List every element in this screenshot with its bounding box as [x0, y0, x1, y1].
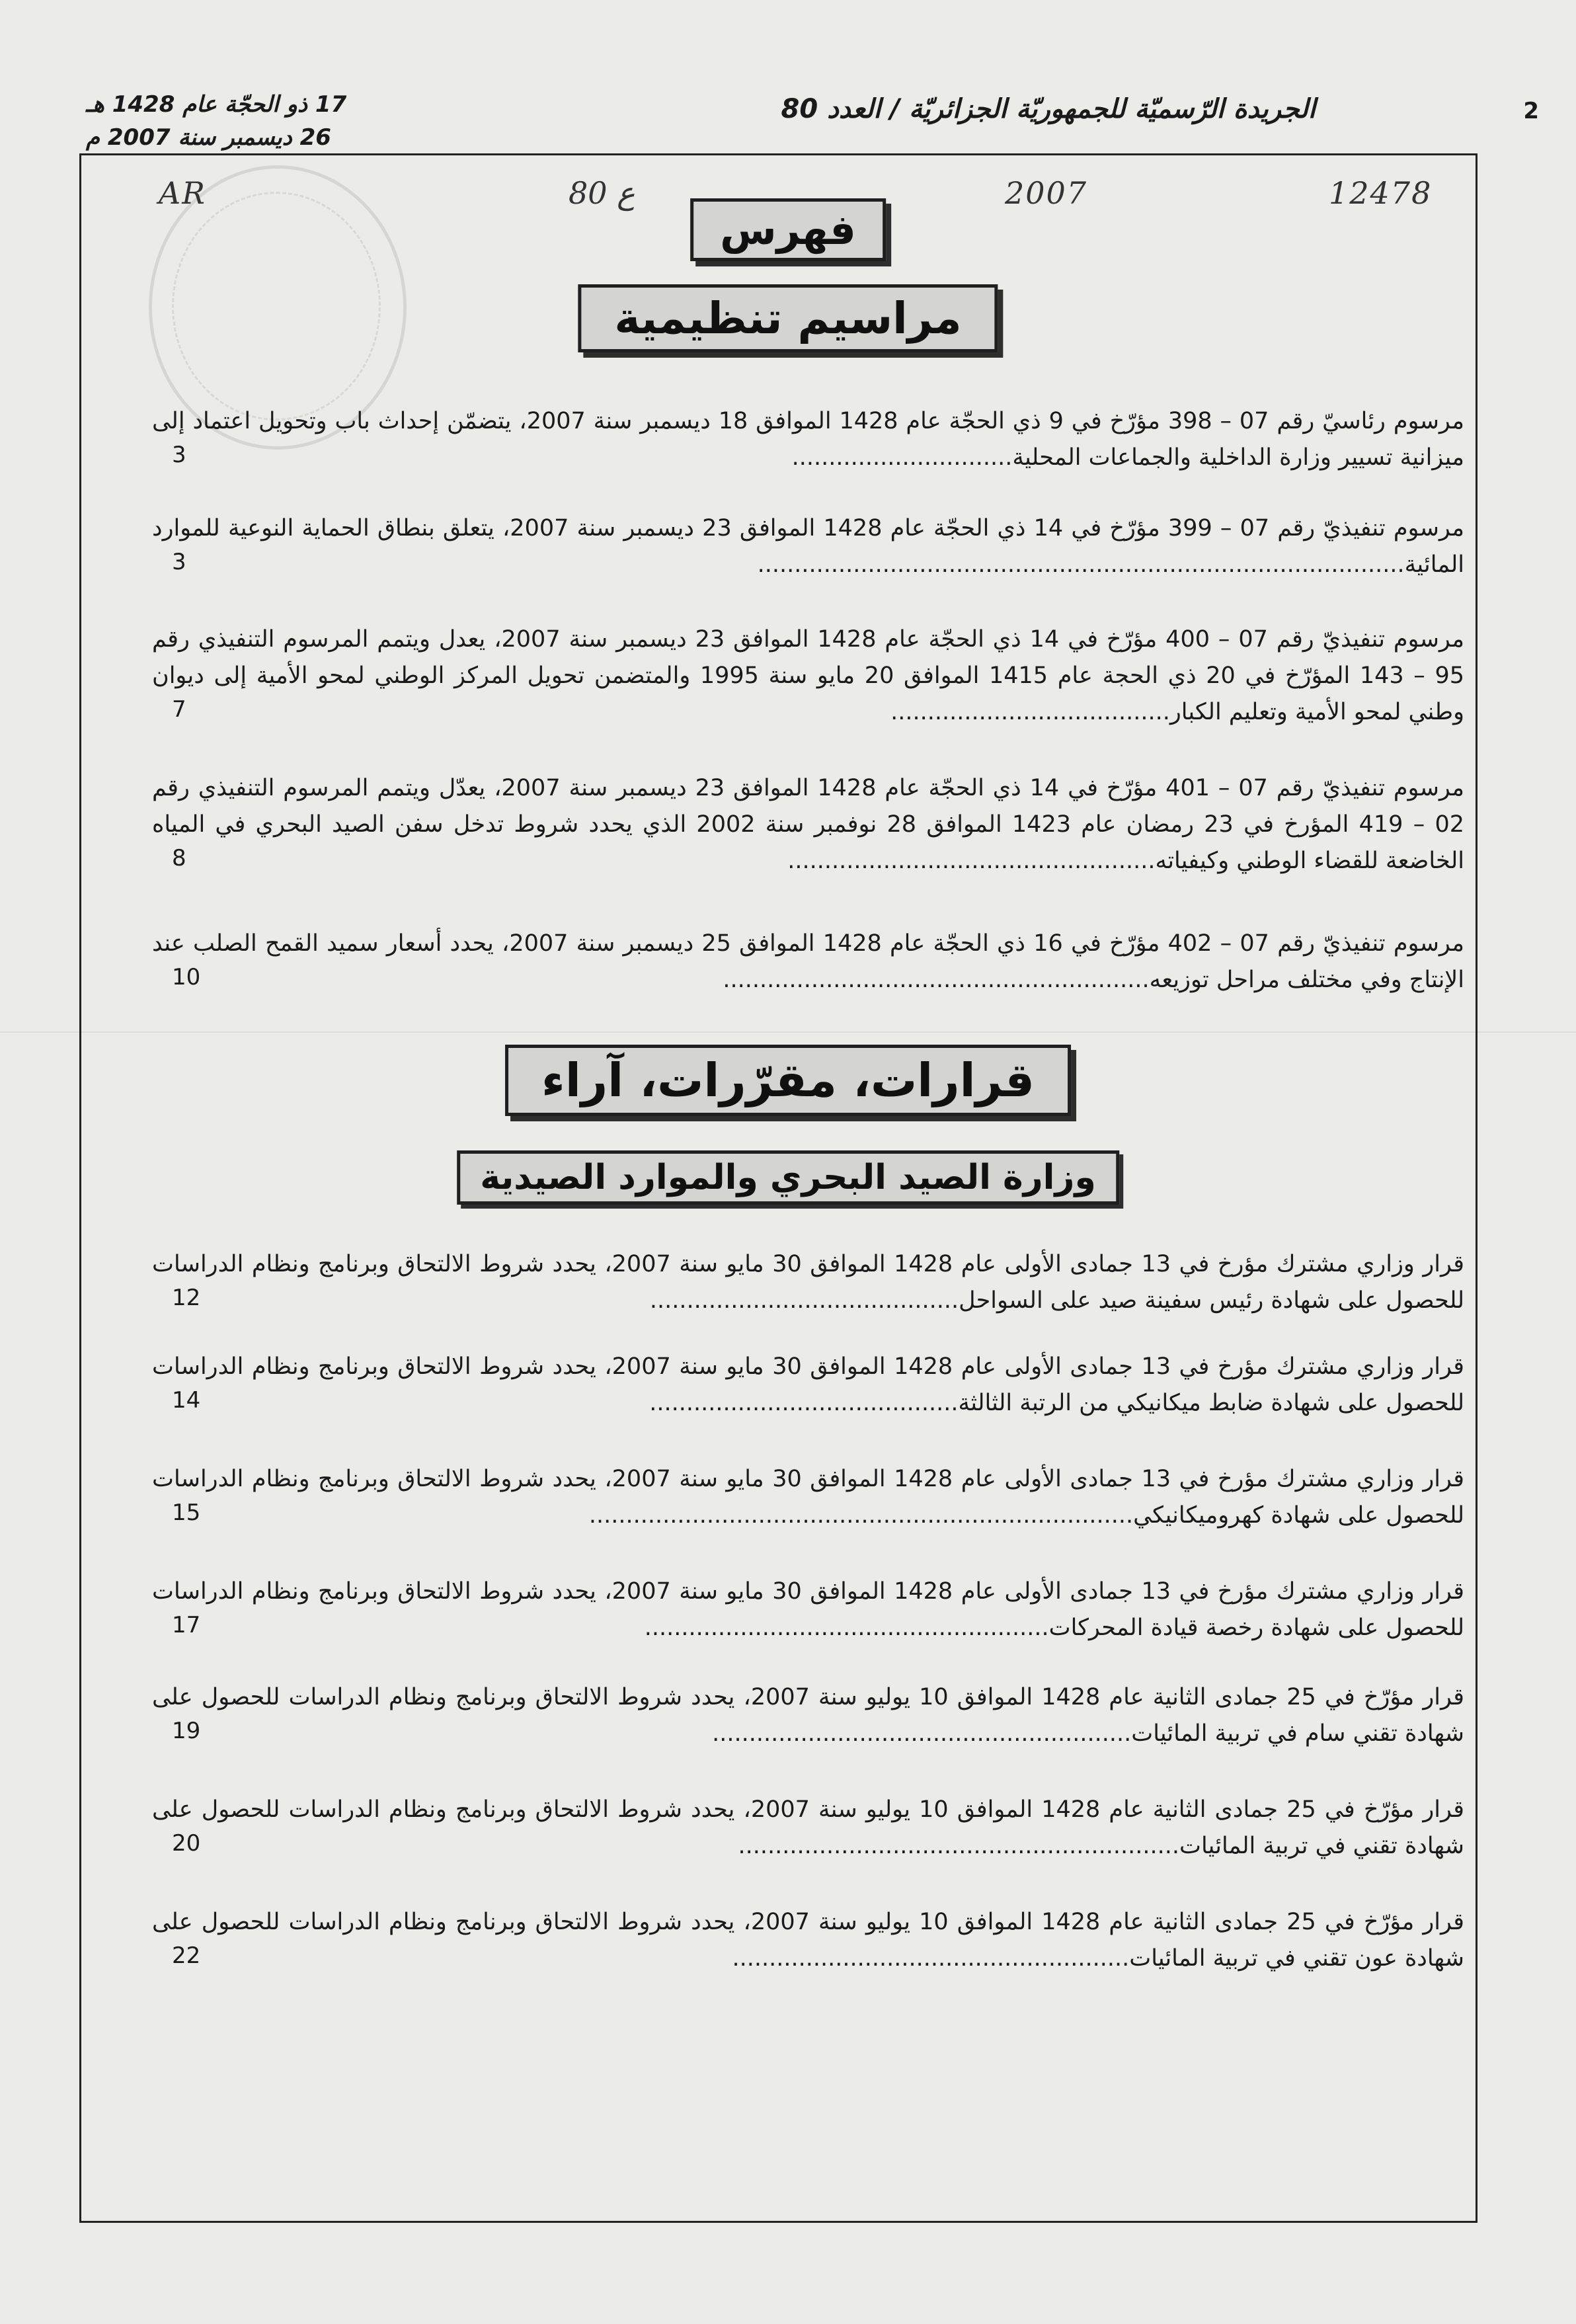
toc-entry-text: قرار مؤرّخ في 25 جمادى الثانية عام 1428 الموافق 10 يوليو سنة 2007، يحدد شروط الالتحاق وبرنامج ونظام الدراسات للحصول على شهادة عون تقني في تربية المائيات...................................................... [152, 1909, 1464, 1972]
toc-entry-text: مرسوم تنفيذيّ رقم 07 – 400 مؤرّخ في 14 ذي الحجّة عام 1428 الموافق 23 ديسمبر سنة 2007، يعدل ويتمم المرسوم التنفيذي رقم 95 – 143 المؤرّخ في 20 ذي الحجة عام 1415 الموافق 20 مايو سنة 1995 والمتضمن تحويل المركز الوطني لمحو الأمية إلى ديوان وطني لمحو الأمية وتعليم الكبار...................................... [152, 626, 1464, 725]
toc-entry[interactable] [152, 1461, 1464, 1534]
toc-entry-text: قرار وزاري مشترك مؤرخ في 13 جمادى الأولى عام 1428 الموافق 30 مايو سنة 2007، يحدد شروط الالتحاق وبرنامج ونظام الدراسات للحصول على شهادة كهروميكانيكي.......................................................................... [152, 1466, 1464, 1529]
toc-entry[interactable] [152, 1904, 1464, 1977]
toc-entry-page: 10 [172, 964, 201, 990]
index-title: فهرس [690, 198, 886, 261]
masthead: الجريدة الرّسميّة للجمهوريّة الجزائريّة / العدد 80 [781, 94, 1316, 124]
toc-entry-text: قرار وزاري مشترك مؤرخ في 13 جمادى الأولى عام 1428 الموافق 30 مايو سنة 2007، يحدد شروط الالتحاق وبرنامج ونظام الدراسات للحصول على شهادة رخصة قيادة المحركات....................................................... [152, 1578, 1464, 1641]
toc-entry-page: 3 [172, 549, 186, 575]
toc-entry-text: قرار وزاري مشترك مؤرخ في 13 جمادى الأولى عام 1428 الموافق 30 مايو سنة 2007، يحدد شروط الالتحاق وبرنامج ونظام الدراسات للحصول على شهادة رئيس سفينة صيد على السواحل.......................................... [152, 1251, 1464, 1314]
toc-entry[interactable] [152, 1574, 1464, 1646]
handwritten-note-right: 12478 [1329, 175, 1433, 211]
toc-entry-text: قرار وزاري مشترك مؤرخ في 13 جمادى الأولى عام 1428 الموافق 30 مايو سنة 2007، يحدد شروط الالتحاق وبرنامج ونظام الدراسات للحصول على شهادة ضابط ميكانيكي من الرتبة الثالثة.......................................... [152, 1353, 1464, 1416]
toc-entry[interactable] [152, 621, 1464, 731]
toc-entry-text: قرار مؤرّخ في 25 جمادى الثانية عام 1428 الموافق 10 يوليو سنة 2007، يحدد شروط الالتحاق وبرنامج ونظام الدراسات للحصول على شهادة تقني سام في تربية المائيات......................................................... [152, 1684, 1464, 1747]
stamp-seal-inner [172, 192, 381, 421]
toc-entry[interactable] [152, 1349, 1464, 1422]
handwritten-note-left: AR [159, 175, 206, 211]
handwritten-note-issue: ع 80 [569, 175, 635, 211]
toc-entry-page: 14 [172, 1387, 201, 1414]
toc-entry[interactable] [152, 926, 1464, 998]
page-number: 2 [1523, 98, 1539, 124]
toc-entry[interactable] [152, 770, 1464, 879]
toc-entry[interactable] [152, 1246, 1464, 1319]
toc-entry-page: 12 [172, 1285, 201, 1311]
toc-entry-page: 19 [172, 1718, 201, 1744]
toc-entry[interactable] [152, 1792, 1464, 1864]
decisions-title: قرارات، مقرّرات، آراء [505, 1045, 1071, 1116]
toc-entry-page: 17 [172, 1612, 201, 1638]
toc-entry-text: قرار مؤرّخ في 25 جمادى الثانية عام 1428 الموافق 10 يوليو سنة 2007، يحدد شروط الالتحاق وبرنامج ونظام الدراسات للحصول على شهادة تقني في تربية المائيات............................................................ [152, 1796, 1464, 1859]
toc-entry-text: مرسوم تنفيذيّ رقم 07 – 402 مؤرّخ في 16 ذي الحجّة عام 1428 الموافق 25 ديسمبر سنة 2007، يحدد أسعار سميد القمح الصلب عند الإنتاج وفي مختلف مراحل توزيعه.......................................................... [152, 930, 1464, 993]
toc-entry-text: مرسوم تنفيذيّ رقم 07 – 401 مؤرّخ في 14 ذي الحجّة عام 1428 الموافق 23 ديسمبر سنة 2007، يعدّل ويتمم المرسوم التنفيذي رقم 02 – 419 المؤرخ في 23 رمضان عام 1423 الموافق 28 نوفمبر سنة 2002 الذي يحدد شروط تدخل سفن الصيد البحري في المياه الخاضعة للقضاء الوطني وكيفياته.................................................. [152, 775, 1464, 874]
date-hijri: 17 ذو الحجّة عام 1428 هـ [86, 91, 347, 118]
toc-entry-page: 22 [172, 1943, 201, 1969]
toc-entry-page: 7 [172, 696, 186, 723]
page-header [79, 85, 1478, 157]
toc-entry-text: مرسوم تنفيذيّ رقم 07 – 399 مؤرّخ في 14 ذي الحجّة عام 1428 الموافق 23 ديسمبر سنة 2007، يتعلق بنطاق الحماية النوعية للموارد المائية........................................................................................ [152, 515, 1464, 578]
toc-entry-page: 20 [172, 1830, 201, 1857]
handwritten-note-year: 2007 [1005, 175, 1088, 211]
toc-entry[interactable] [152, 1679, 1464, 1752]
toc-entry[interactable] [152, 403, 1464, 476]
ministry-title: وزارة الصيد البحري والموارد الصيدية [457, 1150, 1119, 1205]
toc-entry[interactable] [152, 510, 1464, 583]
toc-entry-page: 3 [172, 442, 186, 468]
regulatory-decrees-title: مراسيم تنظيمية [578, 284, 998, 352]
toc-entry-page: 15 [172, 1500, 201, 1526]
date-gregorian: 26 ديسمبر سنة 2007 م [86, 124, 331, 151]
toc-entry-page: 8 [172, 845, 186, 871]
toc-entry-text: مرسوم رئاسيّ رقم 07 – 398 مؤرّخ في 9 ذي الحجّة عام 1428 الموافق 18 ديسمبر سنة 2007، يتضمّن إحداث باب وتحويل اعتماد إلى ميزانية تسيير وزارة الداخلية والجماعات المحلية.............................. [152, 408, 1464, 471]
